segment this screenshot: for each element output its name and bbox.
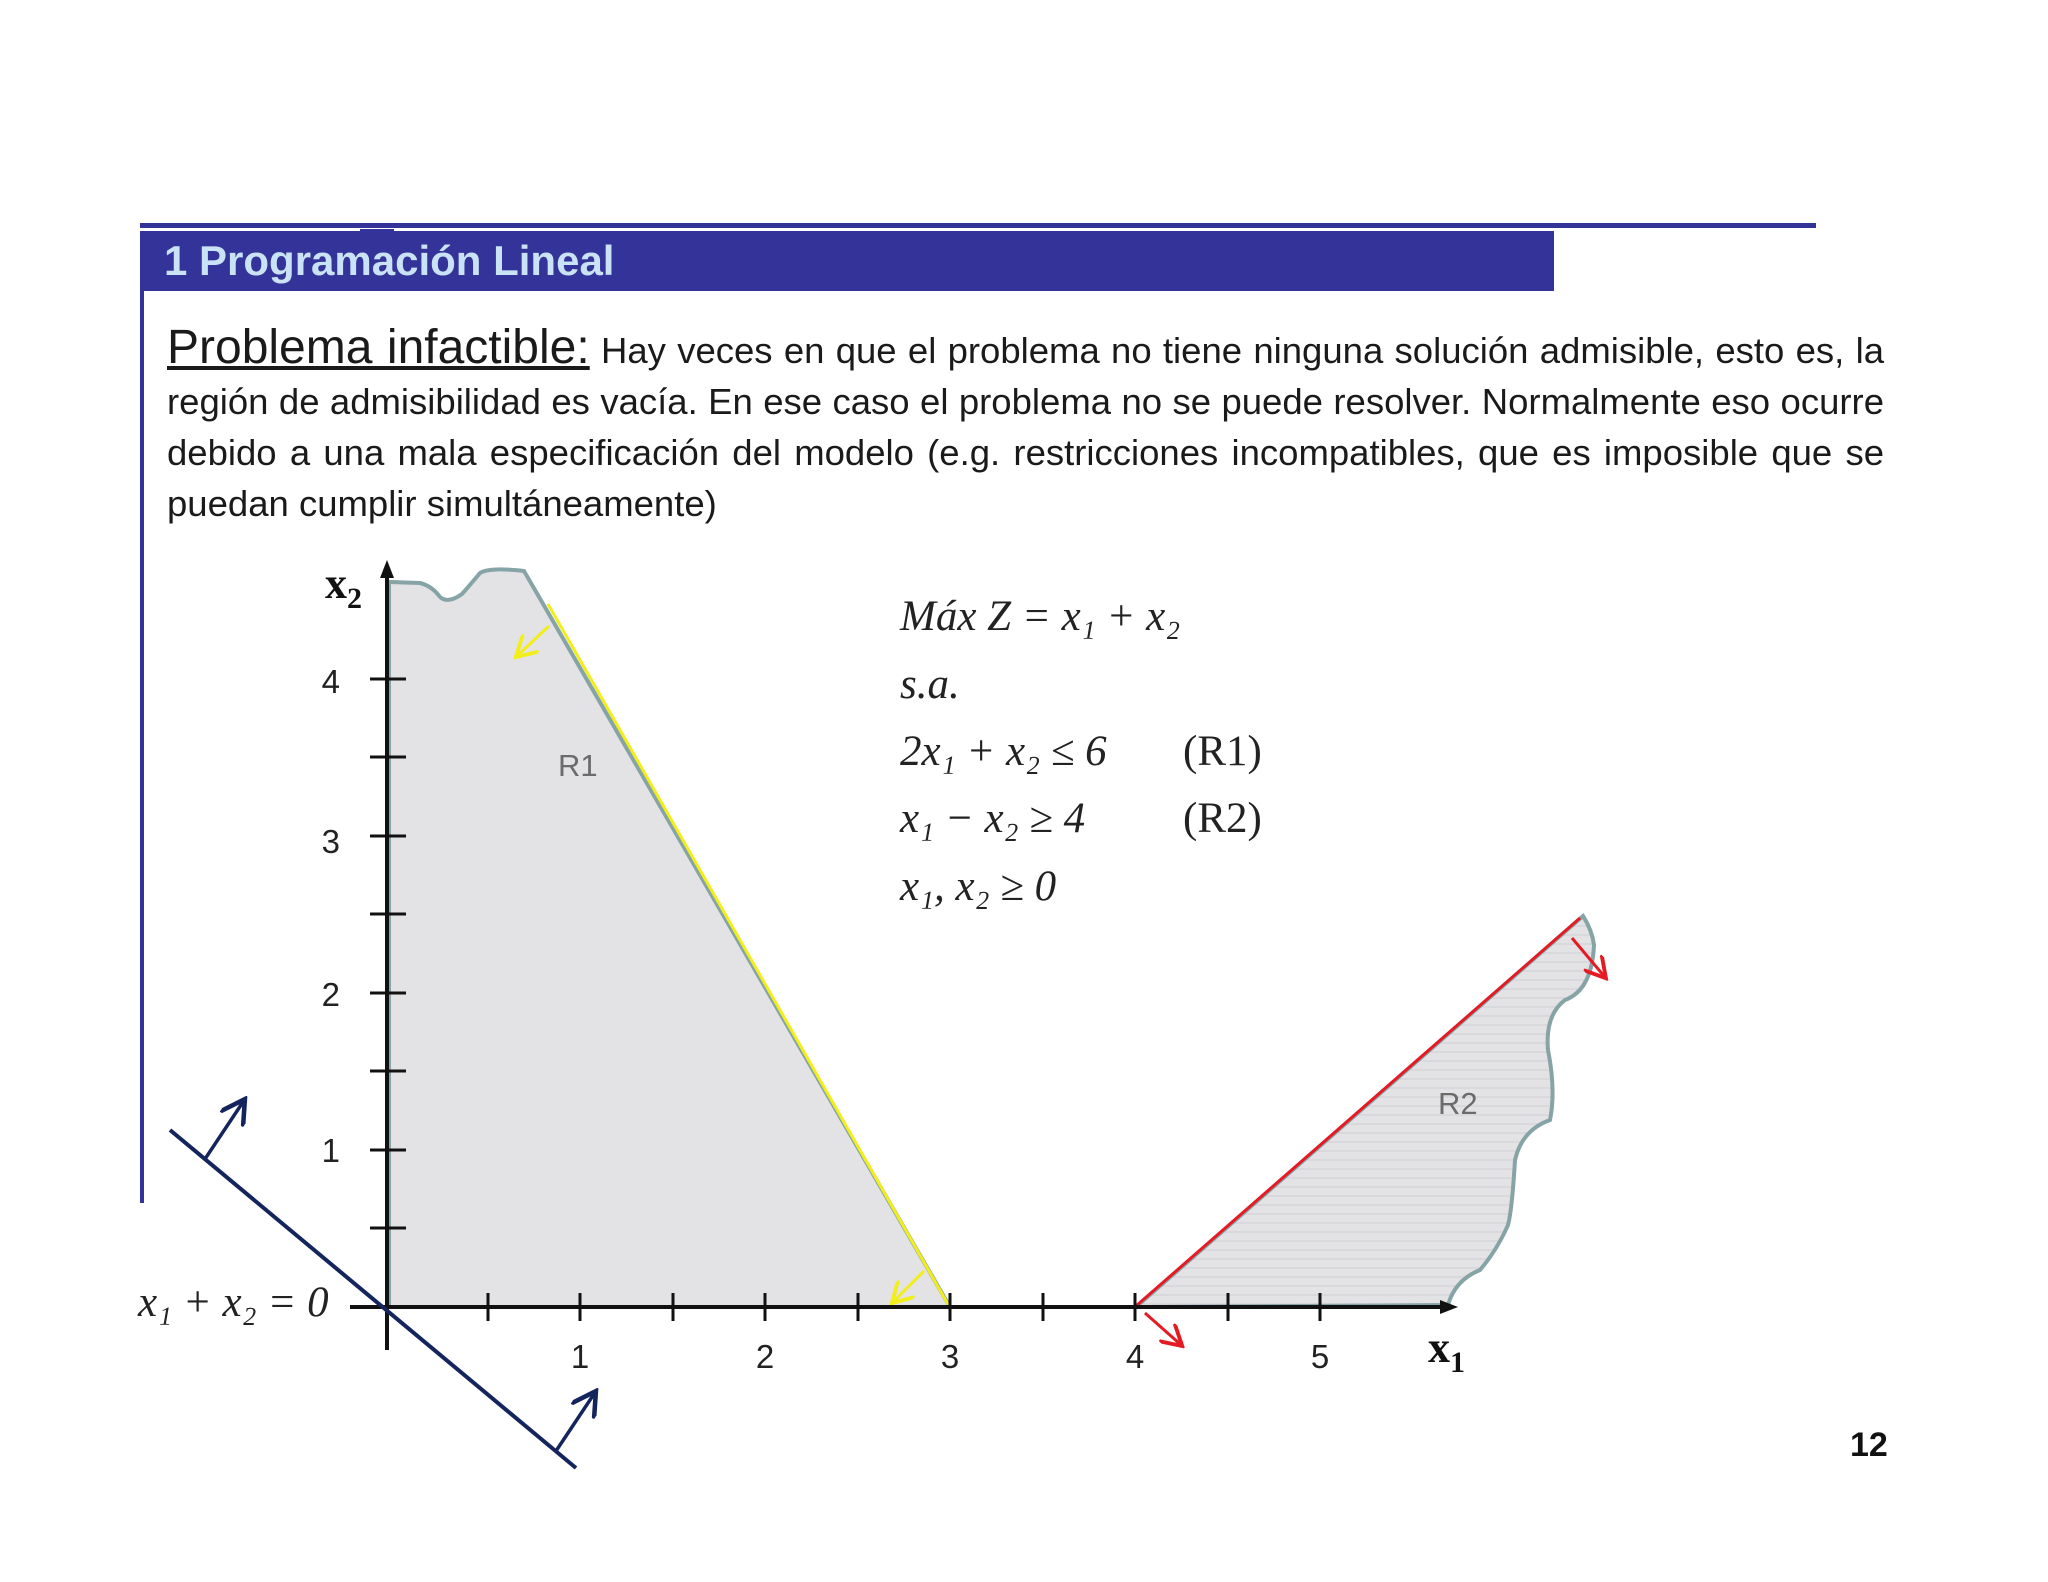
objective-arrow-upper bbox=[205, 1102, 243, 1159]
region-r2-label: R2 bbox=[1438, 1086, 1478, 1121]
y-tick-label: 1 bbox=[321, 1132, 340, 1169]
x-axis-name: $x_1$ bbox=[1428, 1323, 1465, 1379]
y-tick-label: 4 bbox=[321, 663, 340, 700]
constraint-label: (R2) bbox=[1183, 795, 1262, 842]
region-r1 bbox=[389, 569, 950, 1307]
y-tick-label: 3 bbox=[321, 823, 340, 860]
x-tick-label: 4 bbox=[1125, 1338, 1145, 1375]
x-tick-label: 1 bbox=[570, 1338, 590, 1375]
model-objective: Máx Z = x₁ + x₂ bbox=[900, 593, 1181, 640]
constraint-expr: x₁ − x₂ ≥ 4 bbox=[900, 795, 1086, 842]
x-tick-label: 5 bbox=[1310, 1338, 1330, 1375]
objective-line-label: x₁ + x₂ = 0 bbox=[138, 1279, 329, 1326]
section-heading: Problema infactible: bbox=[167, 321, 590, 374]
intro-text: Hay veces en que el problema no tiene ninguna solución admisible, esto es, la región de admisibilidad es vacía. En ese caso el problema no se puede resolver. Normalmente eso ocurre debido a una mala especificación del modelo (e.g. restricciones incompatibles, que es imposible que se puedan cumplir simultáneamente) bbox=[167, 330, 1884, 524]
y-axis-name: $x_2$ bbox=[325, 559, 362, 615]
y-tick-label: 2 bbox=[321, 976, 340, 1013]
region-r2 bbox=[1136, 916, 1594, 1307]
slide-title: 1 Programación Lineal bbox=[164, 237, 615, 284]
model-subject-to: s.a. bbox=[900, 661, 960, 708]
page-number: 12 bbox=[1850, 1426, 1888, 1464]
constraint-label: (R1) bbox=[1183, 728, 1262, 775]
x-tick-label: 3 bbox=[940, 1338, 960, 1375]
constraint-expr: 2x₁ + x₂ ≤ 6 bbox=[900, 728, 1107, 775]
x-tick-label: 2 bbox=[755, 1338, 775, 1375]
y-axis-arrowhead bbox=[380, 560, 394, 578]
objective-arrow-lower bbox=[556, 1394, 594, 1451]
constraint-expr: x₁, x₂ ≥ 0 bbox=[900, 863, 1057, 910]
r2-arrow-bottom bbox=[1145, 1313, 1180, 1344]
region-r1-label: R1 bbox=[558, 748, 598, 783]
